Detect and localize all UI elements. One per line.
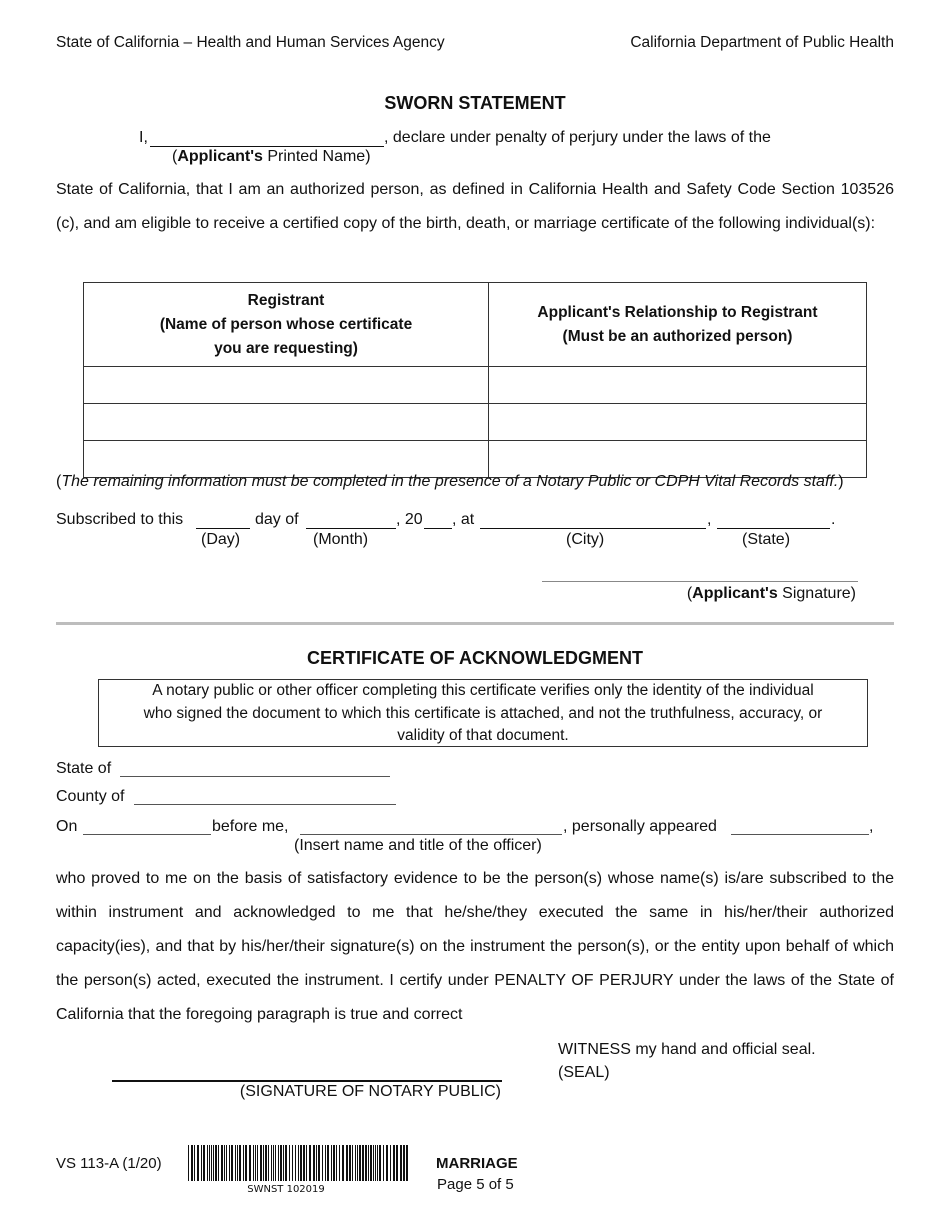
barcode-bar: [393, 1145, 395, 1181]
state-label: (State): [742, 531, 791, 548]
certificate-title: CERTIFICATE OF ACKNOWLEDGMENT: [307, 648, 643, 668]
registrant-name-cell[interactable]: [84, 441, 489, 478]
form-id: VS 113-A (1/20): [56, 1155, 162, 1172]
col-registrant-header-line: Registrant: [247, 291, 325, 309]
barcode-bar: [188, 1145, 189, 1181]
barcode-bar: [221, 1145, 223, 1181]
barcode-bar: [342, 1145, 344, 1181]
barcode-bar: [213, 1145, 214, 1181]
barcode-bar: [268, 1145, 269, 1181]
barcode-bar: [396, 1145, 398, 1181]
barcode-bar: [386, 1145, 388, 1181]
at-text: , at: [452, 511, 475, 528]
barcode-text: SWNST 102019: [247, 1184, 325, 1195]
barcode-bar: [209, 1145, 210, 1181]
state-of-line[interactable]: [120, 776, 390, 777]
barcode-bar: [370, 1145, 372, 1181]
notary-signature-label: (SIGNATURE OF NOTARY PUBLIC): [239, 1083, 501, 1100]
barcode-bar: [300, 1145, 302, 1181]
city-line[interactable]: [480, 528, 706, 529]
barcode-bar: [263, 1145, 264, 1181]
barcode-bar: [280, 1145, 282, 1181]
relationship-cell[interactable]: [489, 404, 867, 441]
barcode-bar: [325, 1145, 326, 1181]
on-label: On: [56, 818, 78, 835]
registrant-name-cell[interactable]: [84, 404, 489, 441]
notary-signature-line[interactable]: [112, 1080, 502, 1082]
day-of-text: day of: [255, 511, 299, 528]
barcode-bar: [207, 1145, 208, 1181]
barcode-bar: [362, 1145, 364, 1181]
appeared-comma: ,: [869, 818, 874, 835]
table-row: [84, 441, 867, 478]
city-label: (City): [566, 531, 605, 548]
barcode-bar: [303, 1145, 305, 1181]
barcode-bar: [191, 1145, 193, 1181]
barcode-bar: [352, 1145, 353, 1181]
day-label: (Day): [201, 531, 241, 548]
col-relationship-header-line: Applicant's Relationship to Registrant: [537, 303, 818, 321]
month-line[interactable]: [306, 528, 396, 529]
barcode-bar: [400, 1145, 402, 1181]
notary-note-text: The remaining information must be completed in the presence of a Notary Public or CDPH Vital Records staff.: [61, 473, 839, 490]
barcode-bar: [253, 1145, 254, 1181]
notary-notice-box: [98, 679, 868, 747]
barcode-bar: [245, 1145, 247, 1181]
barcode-bar: [318, 1145, 320, 1181]
barcode-bar: [283, 1145, 284, 1181]
notary-note: (The remaining information must be completed in the presence of a Notary Public or CDPH Vital Records staff.): [56, 473, 844, 490]
barcode-bar: [365, 1145, 367, 1181]
barcode-icon: [186, 1145, 412, 1183]
barcode-bar: [239, 1145, 241, 1181]
state-period: .: [831, 511, 836, 528]
applicant-signature-line[interactable]: [542, 581, 858, 582]
barcode-bar: [357, 1145, 358, 1181]
barcode-bar: [298, 1145, 299, 1181]
printed-name-label-bold: Applicant's: [177, 148, 263, 165]
barcode-bar: [260, 1145, 262, 1181]
registrant-table: [83, 282, 867, 478]
notice-line: A notary public or other officer completing this certificate verifies only the identity of the individual: [152, 682, 814, 699]
barcode-bar: [265, 1145, 267, 1181]
applicant-signature-label-rest: Signature): [777, 585, 856, 602]
barcode-bar: [211, 1145, 212, 1181]
before-me-label: before me,: [212, 818, 289, 835]
certificate-body-paragraph: who proved to me on the basis of satisfactory evidence to be the person(s) whose name(s) is/are subscribed to the within instrument and acknowledged to me that he/she/they executed the same in his/her/their authorized capacity(ies), and that by his/her/their signature(s) on the instrument the person(s), or the entity upon behalf of which the person(s) acted, executed the instrument. I certify under PENALTY OF PERJURY under the laws of the State of California that the foregoing paragraph is true and correct: [56, 870, 894, 1023]
barcode-bar: [235, 1145, 236, 1181]
barcode-bar: [306, 1145, 307, 1181]
barcode-bar: [243, 1145, 244, 1181]
barcode-bar: [316, 1145, 317, 1181]
barcode-bar: [349, 1145, 351, 1181]
barcode-bar: [346, 1145, 348, 1181]
barcode-bar: [278, 1145, 279, 1181]
barcode-bar: [359, 1145, 361, 1181]
notice-line: who signed the document to which this certificate is attached, and not the truthfulness, accuracy, or: [143, 704, 823, 722]
col-relationship-header: [489, 283, 867, 367]
table-row: [84, 367, 867, 404]
col-registrant-header: [84, 283, 489, 367]
table-header-row: [84, 283, 867, 367]
barcode-bar: [327, 1145, 329, 1181]
barcode-bar: [368, 1145, 369, 1181]
sworn-body-paragraph: State of California, that I am an authorized person, as defined in California Health and Safety Code Section 103526 (c), and am eligible to receive a certified copy of the birth, death, or marriage certificate of the following individual(s):: [56, 181, 894, 232]
barcode-bar: [255, 1145, 256, 1181]
i-prefix: I,: [139, 129, 148, 146]
barcode-bar: [201, 1145, 202, 1181]
year-line[interactable]: [424, 528, 452, 529]
witness-text: WITNESS my hand and official seal.: [558, 1041, 816, 1058]
state-of-label: State of: [56, 760, 112, 777]
barcode-bar: [336, 1145, 337, 1181]
agency-left: State of California – Health and Human Services Agency: [56, 34, 445, 51]
applicant-signature-label: (Applicant's Signature): [686, 585, 856, 602]
state-line[interactable]: [717, 528, 830, 529]
barcode-bar: [377, 1145, 378, 1181]
barcode-bar: [309, 1145, 311, 1181]
barcode-bar: [203, 1145, 205, 1181]
seal-label: (SEAL): [558, 1064, 610, 1081]
form-type: MARRIAGE: [436, 1155, 518, 1172]
barcode-bar: [379, 1145, 381, 1181]
barcode-bar: [285, 1145, 287, 1181]
barcode-bar: [383, 1145, 384, 1181]
subscribed-text: Subscribed to this: [56, 511, 184, 528]
barcode-bar: [313, 1145, 315, 1181]
barcode-bar: [226, 1145, 227, 1181]
barcode-bar: [403, 1145, 405, 1181]
county-of-label: County of: [56, 788, 125, 805]
barcode-bar: [229, 1145, 230, 1181]
declare-text: , declare under penalty of perjury under the laws of the: [384, 129, 771, 146]
barcode-bar: [249, 1145, 251, 1181]
relationship-cell[interactable]: [489, 441, 867, 478]
barcode-bar: [194, 1145, 195, 1181]
barcode-bar: [231, 1145, 233, 1181]
city-comma: ,: [707, 511, 712, 528]
col-relationship-header-line: (Must be an authorized person): [562, 327, 793, 345]
relationship-cell[interactable]: [489, 367, 867, 404]
barcode-bar: [275, 1145, 276, 1181]
barcode-bar: [331, 1145, 332, 1181]
barcode-bar: [406, 1145, 408, 1181]
year-prefix: , 20: [396, 511, 423, 528]
section-divider: [56, 622, 894, 625]
barcode-bar: [322, 1145, 323, 1181]
barcode-bar: [292, 1145, 293, 1181]
sworn-statement-title: SWORN STATEMENT: [384, 93, 566, 113]
barcode-bar: [333, 1145, 335, 1181]
printed-name-label-rest: Printed Name): [262, 148, 371, 165]
printed-name-line[interactable]: [150, 146, 384, 147]
barcode-bar: [295, 1145, 296, 1181]
notice-line: validity of that document.: [397, 727, 569, 744]
date-line[interactable]: [83, 834, 211, 835]
barcode-bar: [271, 1145, 272, 1181]
barcode-bar: [215, 1145, 217, 1181]
barcode-bar: [373, 1145, 374, 1181]
officer-line[interactable]: [300, 834, 562, 835]
barcode-bar: [224, 1145, 225, 1181]
registrant-name-cell[interactable]: [84, 367, 489, 404]
col-registrant-header-line: (Name of person whose certificate: [159, 315, 413, 333]
col-registrant-header-line: you are requesting): [214, 339, 358, 357]
personally-appeared-label: , personally appeared: [563, 818, 717, 835]
barcode-bar: [273, 1145, 274, 1181]
barcode-bar: [390, 1145, 391, 1181]
month-label: (Month): [313, 531, 369, 548]
appeared-name-line[interactable]: [731, 834, 869, 835]
barcode-bar: [355, 1145, 356, 1181]
agency-right: California Department of Public Health: [630, 34, 894, 51]
barcode-bar: [218, 1145, 219, 1181]
applicant-signature-label-bold: Applicant's: [692, 585, 778, 602]
barcode-bar: [257, 1145, 258, 1181]
page-number: Page 5 of 5: [437, 1176, 514, 1193]
barcode-bar: [339, 1145, 340, 1181]
barcode-bar: [197, 1145, 199, 1181]
day-line[interactable]: [196, 528, 250, 529]
officer-label: (Insert name and title of the officer): [294, 837, 542, 854]
printed-name-label: (Applicant's Printed Name): [172, 148, 371, 165]
barcode-bar: [237, 1145, 238, 1181]
barcode-bar: [289, 1145, 290, 1181]
table-row: [84, 404, 867, 441]
county-of-line[interactable]: [134, 804, 396, 805]
barcode-bar: [375, 1145, 376, 1181]
